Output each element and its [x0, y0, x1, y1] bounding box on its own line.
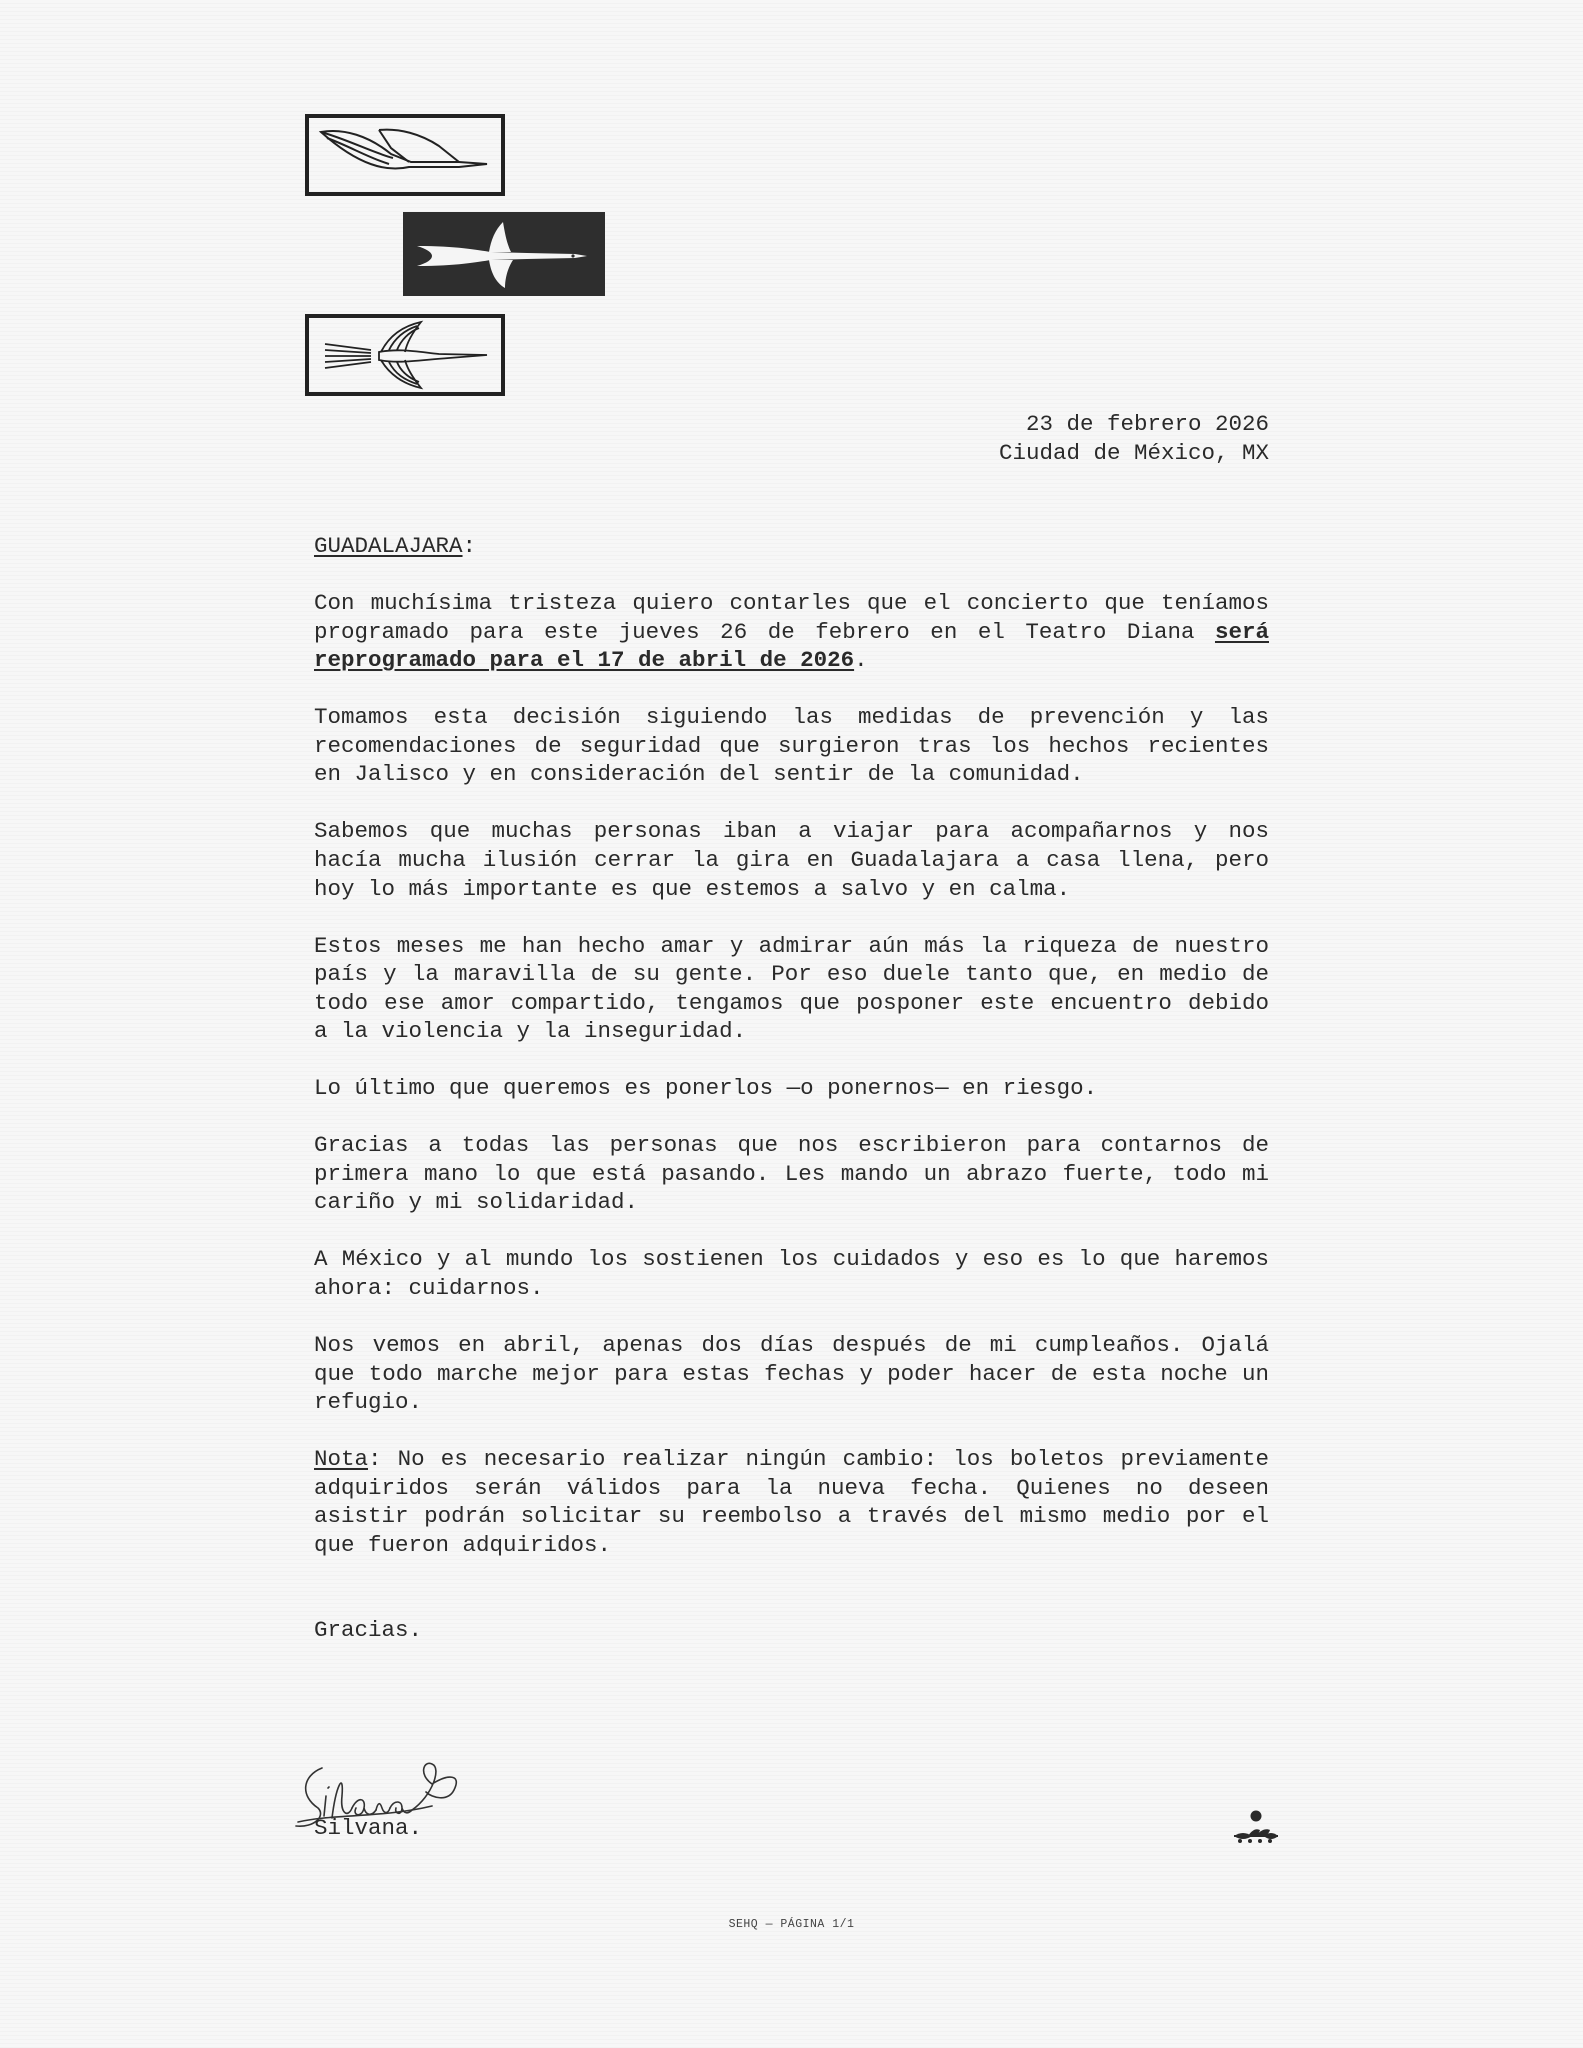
- reschedule-highlight: será reprogramado para el 17 de abril de 2026: [314, 618, 1269, 674]
- note-text: : No es necesario realizar ningún cambio: los boletos previamente adquiridos serán válidos para la nueva fecha. Quienes no deseen asistir podrán solicitar su reembolso a través del mismo medio por el que fueron adquiridos.: [314, 1446, 1269, 1558]
- paragraph-3: Sabemos que muchas personas iban a viajar para acompañarnos y nos hacía mucha ilusión cerrar la gira en Guadalajara a casa llena, pero hoy lo más importante es que estemos a salvo y en calma.: [314, 818, 1269, 902]
- paragraph-1-text: Con muchísima tristeza quiero contarles que el concierto que teníamos programado para este jueves 26 de febrero en el Teatro Diana: [314, 589, 1269, 645]
- bird-outline-logo: [305, 114, 505, 196]
- signoff-name: Silvana.: [314, 1815, 423, 1841]
- paragraph-1-end: .: [854, 647, 868, 674]
- paragraph-1: [314, 589, 1269, 675]
- paragraph-2: Tomamos esta decisión siguiendo las medidas de prevención y las recomendaciones de seguridad que surgieron tras los hechos recientes en Jalisco y en consideración del sentir de la comunidad.: [314, 704, 1269, 788]
- bird-outline-icon: [309, 118, 501, 192]
- paragraph-8: Nos vemos en abril, apenas dos días después de mi cumpleaños. Ojalá que todo marche mejor para estas fechas y poder hacer de esta noche un refugio.: [314, 1332, 1269, 1416]
- page-footer: SEHQ — PÁGINA 1/1: [728, 1918, 855, 1931]
- sprout-seal-icon: [1230, 1808, 1282, 1848]
- note-label: Nota: [314, 1446, 369, 1473]
- paragraph-5: Lo último que queremos es ponerlos —o ponernos— en riesgo.: [314, 1075, 1098, 1102]
- bird-feathered-logo: [305, 314, 505, 396]
- salutation: [314, 532, 1269, 561]
- paragraph-7: A México y al mundo los sostienen los cuidados y eso es lo que haremos ahora: cuidarnos.: [314, 1246, 1269, 1302]
- note-paragraph: [314, 1445, 1269, 1559]
- bird-inverted-logo: [403, 212, 605, 296]
- letter-date: 23 de febrero 2026: [1025, 411, 1269, 437]
- bird-inverted-icon: [407, 216, 601, 292]
- letter-location: Ciudad de México, MX: [998, 440, 1269, 466]
- letter-body: [314, 532, 1269, 1673]
- closing: Gracias.: [314, 1616, 423, 1643]
- bird-feathered-icon: [309, 318, 501, 392]
- date-location-block: [999, 410, 1269, 468]
- paragraph-6: Gracias a todas las personas que nos escribieron para contarnos de primera mano lo que está pasando. Les mando un abrazo fuerte, todo mi cariño y mi solidaridad.: [314, 1132, 1269, 1216]
- paragraph-4: Estos meses me han hecho amar y admirar aún más la riqueza de nuestro país y la maravilla de su gente. Por eso duele tanto que, en medio de todo ese amor compartido, tengamos que posponer este encuentro debido a la violencia y la inseguridad.: [314, 932, 1269, 1045]
- salutation-city: GUADALAJARA: [314, 533, 463, 559]
- salutation-colon: :: [462, 533, 477, 559]
